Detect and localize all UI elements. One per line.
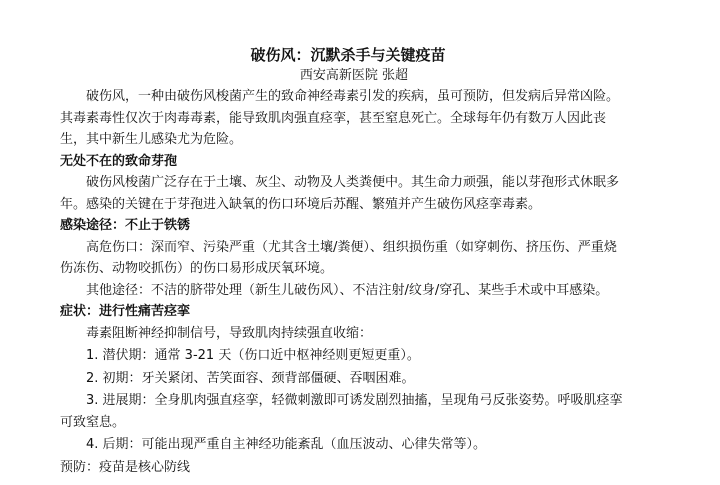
list-item [60,390,628,433]
intro-paragraph: 破伤风，一种由破伤风梭菌产生的致命神经毒素引发的疾病，虽可预防，但发病后异常凶险。其毒素毒性仅次于肉毒毒素，能导致肌肉强直痉挛，甚至窒息死亡。全球每年仍有数万人因此丧生，其中新生儿感染尤为危险。 [60,89,620,147]
list-item-number: 4. [86,437,99,452]
section-heading-infection-routes: 感染途径：不止于铁锈 [60,218,191,233]
list-item-text: 初期：牙关紧闭、苦笑面容、颈背部僵硬、吞咽困难。 [102,370,415,386]
list-item-text: 进展期：全身肌肉强直痉挛，轻微刺激即可诱发剧烈抽搐，呈现角弓反张姿势。呼吸肌痉挛可致窒息。 [60,393,623,430]
document-title: 破伤风：沉默杀手与关键疫苗 [250,46,446,64]
list-item-text: 潜伏期：通常 3-21 天（伤口近中枢神经则更短更重）。 [102,348,420,363]
symptom-stages-list [60,345,628,456]
prevention-line: 预防：疫苗是核心防线 [60,459,191,475]
list-item-number: 3. [86,393,99,408]
list-item-number: 1. [86,348,99,363]
symptoms-intro: 毒素阻断神经抑制信号，导致肌肉持续强直收缩： [86,325,373,341]
high-risk-wounds-paragraph: 高危伤口：深而窄、污染严重（尤其含土壤/粪便）、组织损伤重（如穿刺伤、挤压伤、严重烧伤冻伤、动物咬抓伤）的伤口易形成厌氧环境。 [60,239,617,276]
other-routes-paragraph: 其他途径：不洁的脐带处理（新生儿破伤风）、不洁注射/纹身/穿孔、某些手术或中耳感染。 [86,282,609,298]
list-item [60,368,628,390]
list-item-number: 2. [86,370,99,386]
list-item [60,434,628,456]
section-heading-spores: 无处不在的致命芽孢 [60,153,178,169]
list-item [60,345,628,367]
section-heading-symptoms: 症状：进行性痛苦痉挛 [60,304,191,319]
list-item-text: 后期：可能出现严重自主神经功能紊乱（血压波动、心律失常等）。 [102,437,487,452]
spores-paragraph: 破伤风梭菌广泛存在于土壤、灰尘、动物及人类粪便中。其生命力顽强，能以芽孢形式休眠多年。感染的关键在于芽孢进入缺氧的伤口环境后苏醒、繁殖并产生破伤风痉挛毒素。 [60,175,620,212]
document-author: 西安高新医院 张超 [299,68,409,83]
